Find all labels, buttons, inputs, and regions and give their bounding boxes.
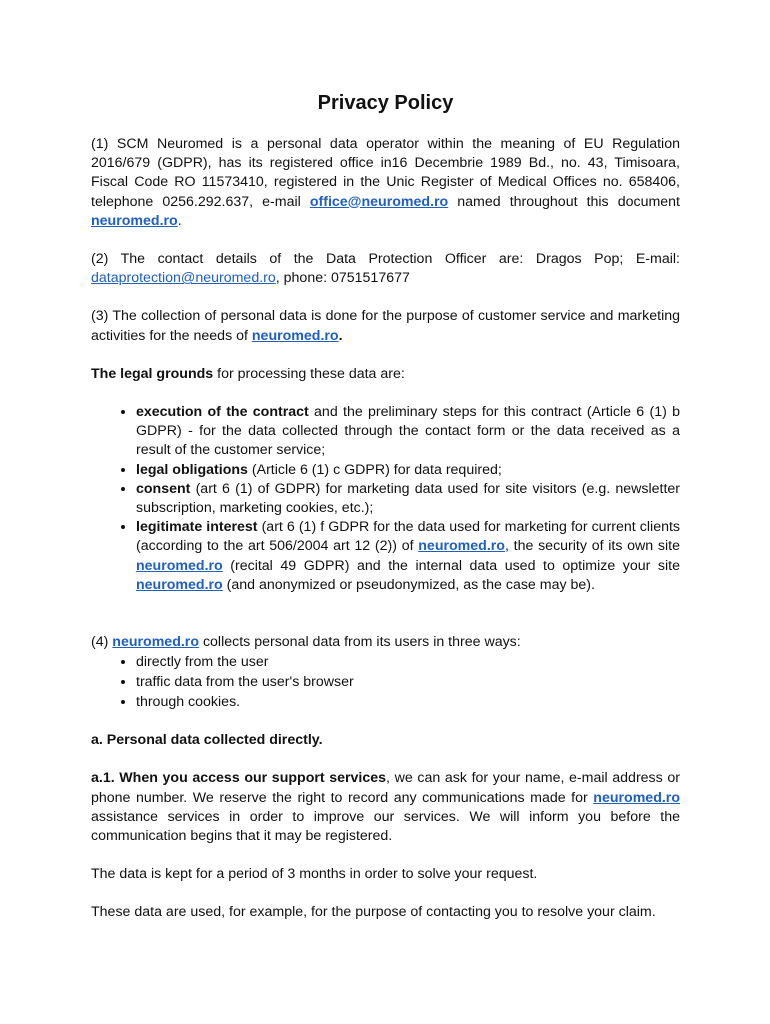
paragraph-collection-ways (91, 633, 680, 652)
legal-grounds-text: for processing these data are: (213, 365, 405, 382)
list-item: • through cookies. (136, 692, 680, 712)
section-a-title: a. Personal data collected directly. (91, 732, 323, 749)
document-page (91, 90, 680, 942)
ground-text: , the security of its own site (504, 538, 680, 555)
list-item (136, 403, 680, 461)
operator-text-end: . (177, 212, 182, 229)
collection-ways-list (91, 652, 680, 712)
list-item (136, 480, 680, 518)
site-link[interactable]: neuromed.ro (418, 538, 505, 555)
operator-text: (1) SCM Neuromed is a personal data operator within the meaning of EU Regulation 2016/679 (GDPR), has its registered office in16 Decembrie 1989 Bd., no. 43, Timisoara, Fiscal Code RO 11573410, registered in the Unic Register of Medical Offices no. 658406, telephone 0256.292.637, e-mail (91, 136, 680, 210)
ground-title: legitimate interest (136, 519, 258, 536)
ground-title: execution of the contract (136, 404, 309, 421)
ways-text-2: collects personal data from its users in three ways: (199, 634, 521, 651)
paragraph-dpo (91, 250, 680, 288)
ground-text: (Article 6 (1) c GDPR) for data required; (247, 461, 502, 478)
site-link[interactable]: neuromed.ro (136, 576, 223, 593)
ground-title: consent (136, 480, 191, 497)
paragraph-retention: The data is kept for a period of 3 months in order to solve your request. (91, 866, 538, 883)
dpo-email-link[interactable]: dataprotection@neuromed.ro (91, 270, 276, 287)
ground-text: (art 6 (1) of GDPR) for marketing data used for site visitors (e.g. newsletter subscription, marketing cookies, etc.); (136, 480, 680, 517)
list-item (136, 461, 680, 480)
legal-grounds-list (91, 403, 680, 595)
ground-text: (art 6 (1) f GDPR for the data used for marketing for current clients (according to the art 506/2004 art 12 (2)) of (136, 519, 681, 555)
list-item: • directly from the user (136, 652, 680, 672)
section-heading (91, 731, 680, 750)
office-email-link[interactable]: office@neuromed.ro (309, 193, 449, 210)
list-item: • traffic data from the user's browser (136, 672, 680, 692)
site-link[interactable]: neuromed.ro (112, 634, 199, 651)
paragraph-support-services (91, 769, 680, 846)
ground-text: (and anonymized or pseudonymized, as the case may be). (222, 576, 595, 593)
dpo-text: (2) The contact details of the Data Protection Officer are: Dragos Pop; E-mail: (91, 251, 680, 268)
ground-text: (recital 49 GDPR) and the internal data used to optimize your site (222, 557, 680, 574)
site-link[interactable]: neuromed.ro (251, 327, 339, 344)
page-title: Privacy Policy (317, 92, 454, 114)
support-heading: a.1. When you access our support services (91, 770, 387, 787)
support-text-2: assistance services in order to improve our services. We will inform you before the communication begins that it may be registered. (91, 808, 680, 845)
paragraph-purpose (91, 307, 680, 345)
ground-text: and the preliminary steps for this contract (Article 6 (1) b GDPR) - for the data collected through the contact form or the data received as a result of the customer service; (136, 404, 680, 459)
site-link[interactable]: neuromed.ro (593, 789, 680, 806)
ground-title: legal obligations (136, 461, 248, 478)
list-item (136, 518, 680, 595)
support-text: , we can ask for your name, e-mail address or phone number. We reserve the right to record any communications made for (91, 770, 680, 806)
site-link[interactable]: neuromed.ro (91, 212, 178, 229)
paragraph-operator (91, 135, 680, 231)
ways-text: (4) (91, 634, 113, 651)
paragraph-usage: These data are used, for example, for the purpose of contacting you to resolve your claim. (91, 904, 656, 921)
purpose-text-end: . (338, 327, 343, 344)
operator-text-2: named throughout this document (448, 193, 681, 210)
dpo-phone-text: , phone: 0751517677 (275, 270, 410, 287)
legal-grounds-heading: The legal grounds (91, 365, 214, 382)
purpose-text: (3) The collection of personal data is done for the purpose of customer service and marketing activities for the needs of (91, 308, 680, 344)
site-link[interactable]: neuromed.ro (136, 557, 223, 574)
paragraph-legal-grounds (91, 365, 680, 384)
